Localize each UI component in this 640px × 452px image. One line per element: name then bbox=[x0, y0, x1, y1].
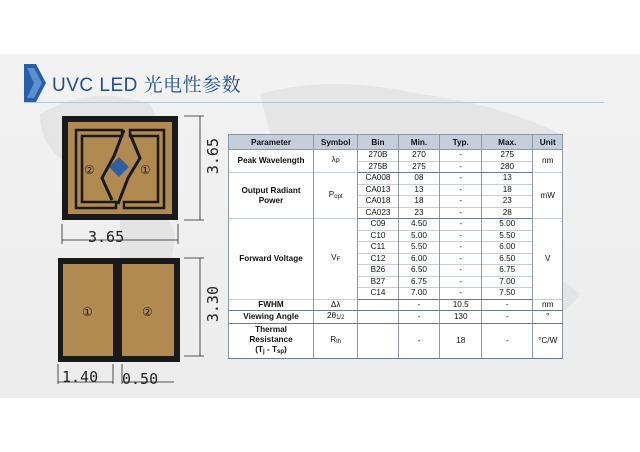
cell-bin bbox=[358, 311, 398, 324]
cell-bin: CA023 bbox=[358, 207, 398, 219]
table-row bbox=[229, 219, 563, 231]
table-row bbox=[229, 324, 563, 359]
pad-label-left: ② bbox=[84, 163, 95, 177]
cell-typ: - bbox=[440, 276, 482, 288]
cell-max: 280 bbox=[482, 161, 533, 173]
cell-typ: - bbox=[440, 173, 482, 185]
header-symbol: Symbol bbox=[314, 135, 358, 150]
cell-max: 7.50 bbox=[482, 288, 533, 300]
table-row bbox=[229, 299, 563, 311]
unit-peak: nm bbox=[533, 150, 563, 173]
cell-max: 13 bbox=[482, 173, 533, 185]
cell-typ: - bbox=[440, 161, 482, 173]
cell-typ: 10.5 bbox=[440, 299, 482, 311]
cell-min: 6.50 bbox=[398, 265, 440, 277]
cell-max: 6.50 bbox=[482, 253, 533, 265]
cell-typ: 18 bbox=[440, 324, 482, 359]
cell-bin: CA008 bbox=[358, 173, 398, 185]
cell-min: 275 bbox=[398, 161, 440, 173]
chevron-icon bbox=[24, 64, 46, 102]
cell-min: 6.75 bbox=[398, 276, 440, 288]
cell-min: - bbox=[398, 311, 440, 324]
cell-max: - bbox=[482, 299, 533, 311]
cell-max: 275 bbox=[482, 150, 533, 162]
table-row bbox=[229, 173, 563, 185]
cell-max: 28 bbox=[482, 207, 533, 219]
cell-max: 7.00 bbox=[482, 276, 533, 288]
param-thermal-resistance: Thermal Resistance $(T_j - T_{sp})$ bbox=[229, 324, 314, 359]
cell-min: - bbox=[398, 324, 440, 359]
param-output-power: Output Radiant Power bbox=[229, 173, 314, 219]
symbol-thermal: $R_{th}$ bbox=[314, 324, 358, 359]
cell-bin: B26 bbox=[358, 265, 398, 277]
symbol-peak: $\lambda_P$ bbox=[314, 150, 358, 173]
cell-bin: C11 bbox=[358, 242, 398, 254]
cell-bin bbox=[358, 299, 398, 311]
symbol-fwhm: Δλ bbox=[314, 299, 358, 311]
table-header-row bbox=[229, 135, 563, 150]
pad-label-right: ① bbox=[140, 163, 151, 177]
cell-min: 23 bbox=[398, 207, 440, 219]
pad-label-bottom-left: ① bbox=[82, 305, 93, 319]
cell-typ: - bbox=[440, 230, 482, 242]
table-row bbox=[229, 150, 563, 162]
symbol-power: $P_{opt}$ bbox=[314, 173, 358, 219]
unit-voltage: V bbox=[533, 219, 563, 300]
cell-typ: - bbox=[440, 265, 482, 277]
cell-max: 6.75 bbox=[482, 265, 533, 277]
header-bin: Bin bbox=[358, 135, 398, 150]
cell-bin: CA013 bbox=[358, 184, 398, 196]
param-forward-voltage: Forward Voltage bbox=[229, 219, 314, 300]
unit-angle: ° bbox=[533, 311, 563, 324]
cell-typ: 130 bbox=[440, 311, 482, 324]
pad-label-bottom-right: ② bbox=[142, 305, 153, 319]
cell-min: 4.50 bbox=[398, 219, 440, 231]
header-unit: Unit bbox=[533, 135, 563, 150]
dimension-height-top: 3.65 bbox=[204, 138, 222, 175]
header-typ: Typ. bbox=[440, 135, 482, 150]
cell-typ: - bbox=[440, 219, 482, 231]
cell-max: 6.00 bbox=[482, 242, 533, 254]
unit-power: mW bbox=[533, 173, 563, 219]
header-max: Max. bbox=[482, 135, 533, 150]
cell-bin: C12 bbox=[358, 253, 398, 265]
cell-bin bbox=[358, 324, 398, 359]
cell-bin: 270B bbox=[358, 150, 398, 162]
param-viewing-angle: Viewing Angle bbox=[229, 311, 314, 324]
unit-thermal: °C/W bbox=[533, 324, 563, 359]
dimension-width-right: 0.50 bbox=[122, 370, 159, 388]
cell-min: - bbox=[398, 299, 440, 311]
cell-bin: B27 bbox=[358, 276, 398, 288]
cell-min: 6.00 bbox=[398, 253, 440, 265]
cell-typ: - bbox=[440, 242, 482, 254]
cell-min: 270 bbox=[398, 150, 440, 162]
param-fwhm: FWHM bbox=[229, 299, 314, 311]
cell-bin: C10 bbox=[358, 230, 398, 242]
cell-min: 18 bbox=[398, 196, 440, 208]
spec-table-container bbox=[228, 134, 563, 359]
title-divider bbox=[24, 102, 604, 103]
symbol-angle: $2\theta_{1/2}$ bbox=[314, 311, 358, 324]
cell-bin: C14 bbox=[358, 288, 398, 300]
cell-min: 13 bbox=[398, 184, 440, 196]
cell-min: 5.50 bbox=[398, 242, 440, 254]
cell-max: 5.00 bbox=[482, 219, 533, 231]
cell-bin: C09 bbox=[358, 219, 398, 231]
dimension-height-bottom: 3.30 bbox=[204, 286, 222, 323]
title-bar bbox=[24, 64, 241, 102]
package-top-view bbox=[54, 112, 214, 248]
spec-table bbox=[228, 134, 563, 359]
cell-typ: - bbox=[440, 253, 482, 265]
cell-max: 5.50 bbox=[482, 230, 533, 242]
cell-bin: 275B bbox=[358, 161, 398, 173]
cell-min: 7.00 bbox=[398, 288, 440, 300]
dimension-width-top: 3.65 bbox=[88, 228, 125, 246]
cell-typ: - bbox=[440, 150, 482, 162]
slide-title: UVC LED 光电性参数 bbox=[52, 74, 242, 96]
cell-max: - bbox=[482, 311, 533, 324]
symbol-voltage: $V_F$ bbox=[314, 219, 358, 300]
header-min: Min. bbox=[398, 135, 440, 150]
cell-typ: - bbox=[440, 184, 482, 196]
cell-min: 08 bbox=[398, 173, 440, 185]
unit-fwhm: nm bbox=[533, 299, 563, 311]
table-row bbox=[229, 311, 563, 324]
cell-typ: - bbox=[440, 288, 482, 300]
cell-typ: - bbox=[440, 207, 482, 219]
cell-typ: - bbox=[440, 196, 482, 208]
cell-max: 18 bbox=[482, 184, 533, 196]
param-peak-wavelength: Peak Wavelength bbox=[229, 150, 314, 173]
cell-max: - bbox=[482, 324, 533, 359]
cell-max: 23 bbox=[482, 196, 533, 208]
cell-bin: CA018 bbox=[358, 196, 398, 208]
dimension-width-left: 1.40 bbox=[62, 368, 99, 386]
header-parameter: Parameter bbox=[229, 135, 314, 150]
cell-min: 5.00 bbox=[398, 230, 440, 242]
